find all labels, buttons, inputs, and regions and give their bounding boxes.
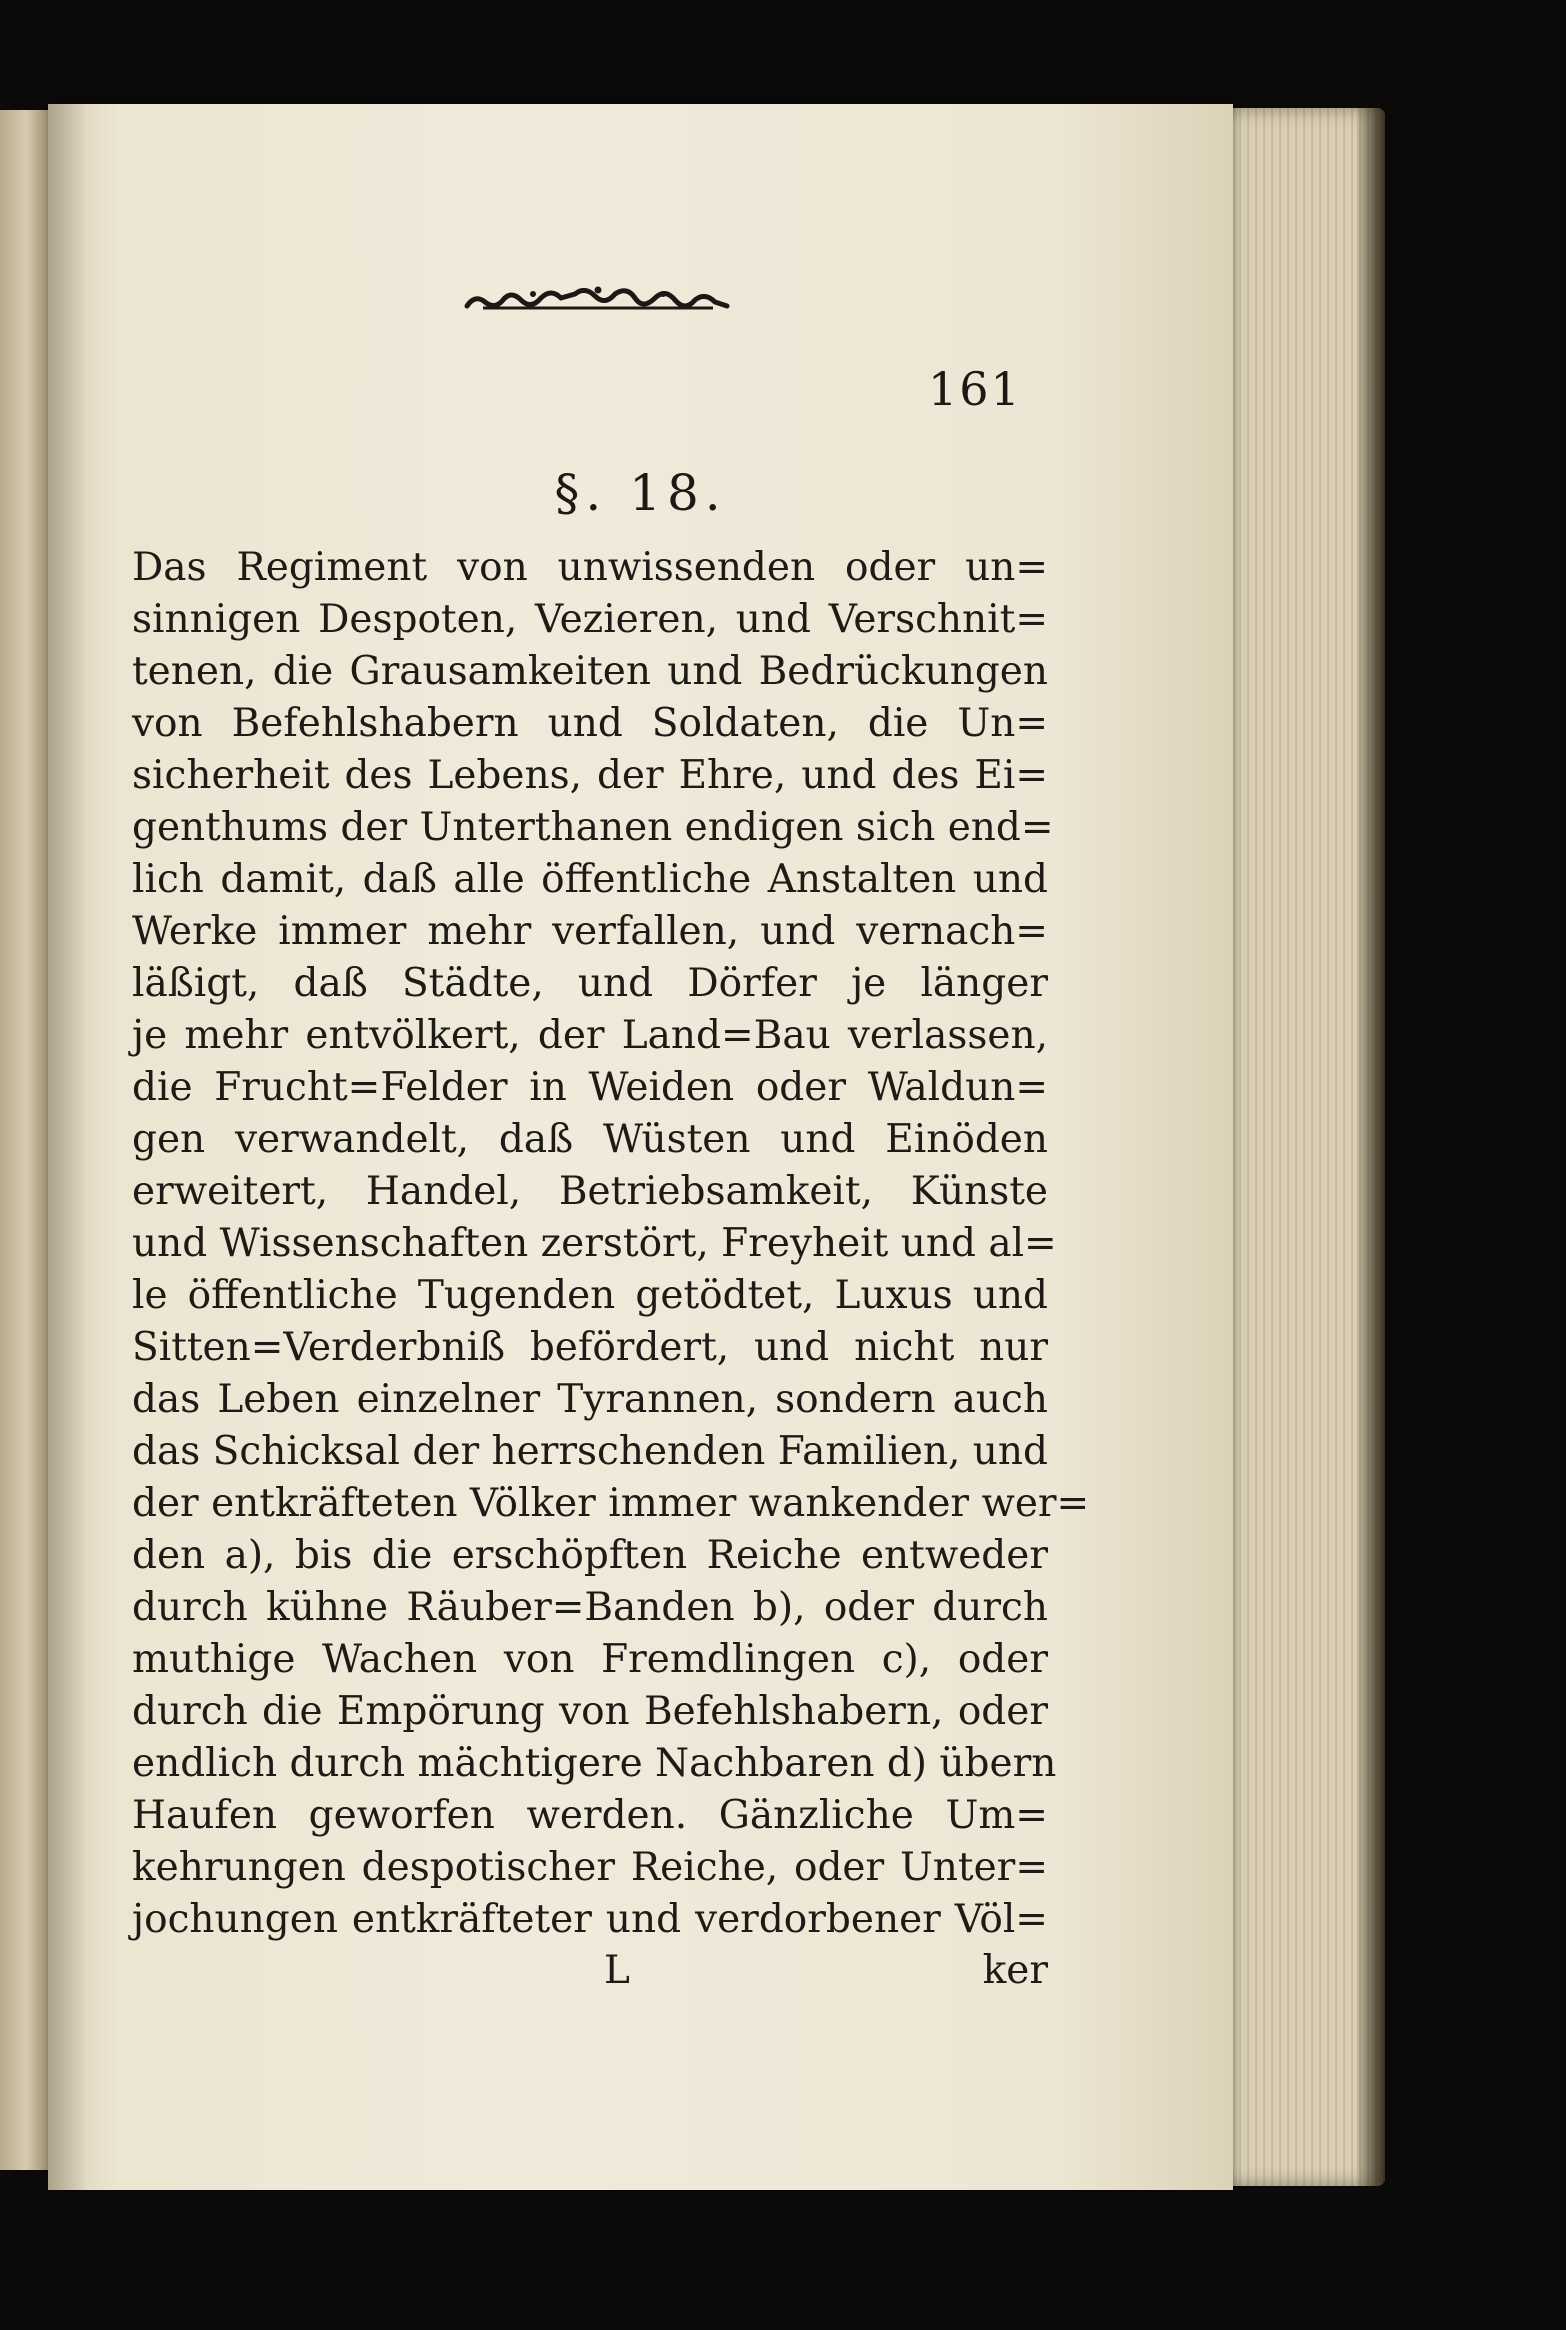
text-line: durch die Empörung von Befehlshabern, oder <box>132 1689 1048 1734</box>
text-line: jochungen entkräfteter und verdorbener Völ= <box>132 1897 1048 1942</box>
text-line: Haufen geworfen werden. Gänzliche Um= <box>132 1793 1048 1838</box>
decorative-ornament-icon <box>463 280 733 316</box>
text-line: und Wissenschaften zerstört, Freyheit und al= <box>132 1221 1057 1266</box>
gutter-shadow <box>48 104 88 2190</box>
facing-page-edge <box>0 110 48 2170</box>
book-page-edges <box>1210 108 1385 2186</box>
catchword: ker <box>982 1948 1048 1993</box>
text-line: den a), bis die erschöpften Reiche entweder <box>132 1533 1048 1578</box>
text-line: kehrungen despotischer Reiche, oder Unter= <box>132 1845 1048 1890</box>
text-line: durch kühne Räuber=Banden b), oder durch <box>132 1585 1048 1630</box>
text-line: die Frucht=Felder in Weiden oder Waldun= <box>132 1065 1048 1110</box>
text-line: genthums der Unterthanen endigen sich end= <box>132 805 1054 850</box>
text-line: le öffentliche Tugenden getödtet, Luxus und <box>132 1273 1048 1318</box>
section-heading: §. 18. <box>554 464 727 522</box>
text-line: sinnigen Despoten, Vezieren, und Verschnit= <box>132 597 1048 642</box>
text-line: das Schicksal der herrschenden Familien, und <box>132 1429 1048 1474</box>
text-line: von Befehlshabern und Soldaten, die Un= <box>132 701 1048 746</box>
text-line: läßigt, daß Städte, und Dörfer je länger <box>132 961 1048 1006</box>
text-line: Das Regiment von unwissenden oder un= <box>132 545 1048 590</box>
body-paragraph <box>132 542 1090 1946</box>
text-line: muthige Wachen von Fremdlingen c), oder <box>132 1637 1048 1682</box>
book-page <box>48 104 1233 2190</box>
text-line: lich damit, daß alle öffentliche Anstalten und <box>132 857 1048 902</box>
text-line: tenen, die Grausamkeiten und Bedrückungen <box>132 649 1048 694</box>
text-line: das Leben einzelner Tyrannen, sondern auch <box>132 1377 1048 1422</box>
text-line: je mehr entvölkert, der Land=Bau verlassen, <box>132 1013 1048 1058</box>
text-line: endlich durch mächtigere Nachbaren d) übern <box>132 1741 1057 1786</box>
page-number: 161 <box>928 362 1022 416</box>
text-line: gen verwandelt, daß Wüsten und Einöden <box>132 1117 1048 1162</box>
text-line: Sitten=Verderbniß befördert, und nicht nur <box>132 1325 1048 1370</box>
signature-mark: L <box>604 1948 630 1993</box>
text-line: sicherheit des Lebens, der Ehre, und des Ei= <box>132 753 1048 798</box>
text-line: der entkräfteten Völker immer wankender wer= <box>132 1481 1090 1526</box>
page-footer <box>132 1948 1048 2000</box>
text-line: erweitert, Handel, Betriebsamkeit, Künste <box>132 1169 1048 1214</box>
text-line: Werke immer mehr verfallen, und vernach= <box>132 909 1048 954</box>
